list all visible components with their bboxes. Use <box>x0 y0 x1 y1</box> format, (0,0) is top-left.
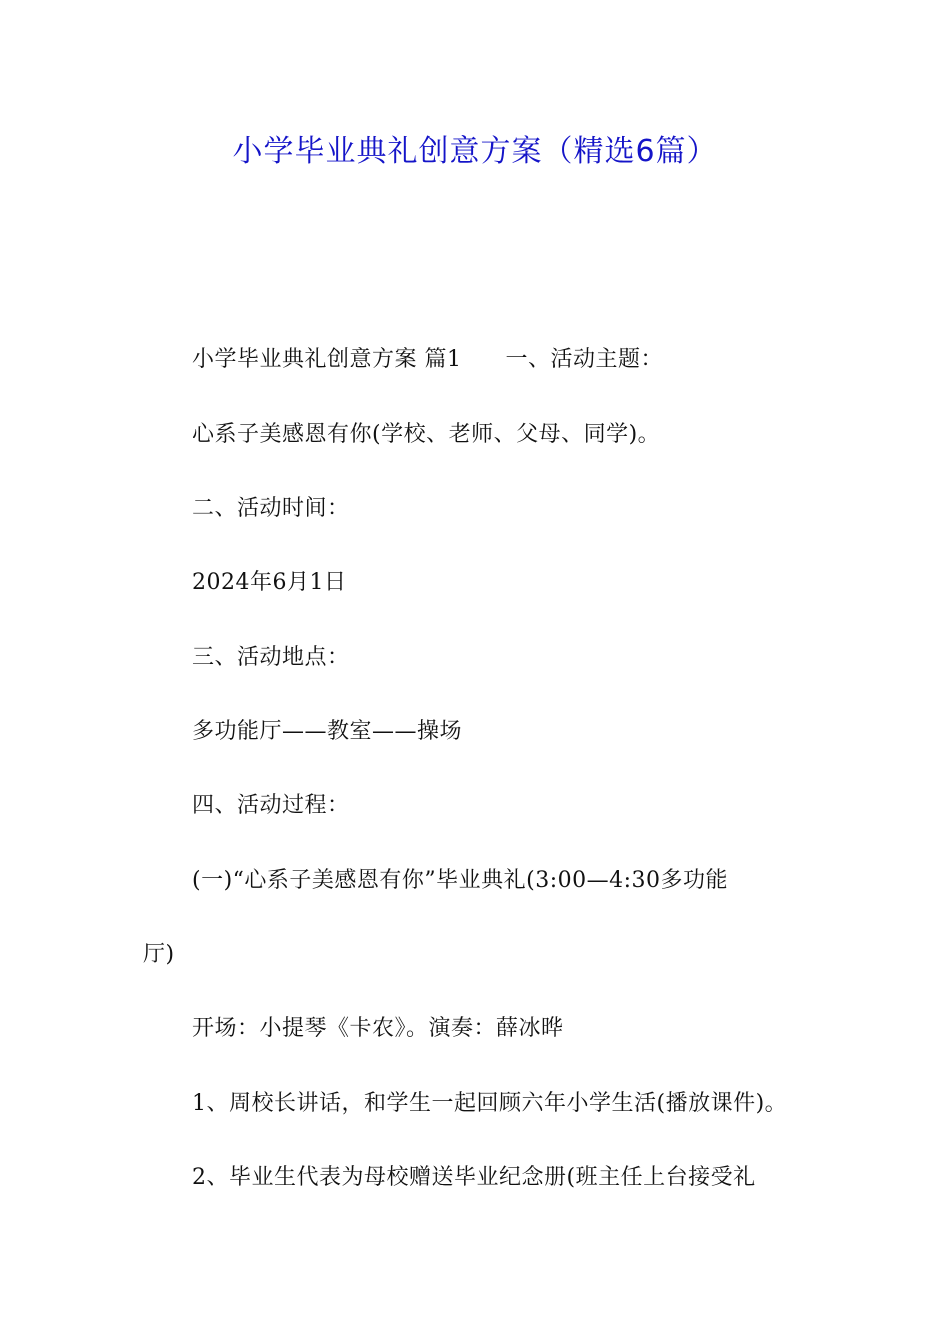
paragraph-line: 厅) <box>143 942 175 967</box>
paragraph-line: 心系子美感恩有你(学校、老师、父母、同学)。 <box>192 422 661 447</box>
section-heading: 三、活动地点： <box>192 645 350 670</box>
section-heading: 一、活动主题： <box>505 347 664 372</box>
section-heading-line <box>192 342 663 378</box>
paragraph-line: 1、周校长讲话，和学生一起回顾六年小学生活(播放课件)。 <box>192 1091 788 1116</box>
paragraph-line: 2、毕业生代表为母校赠送毕业纪念册(班主任上台接受礼 <box>192 1165 756 1190</box>
paragraph-line: 开场：小提琴《卡农》。演奏：薛冰晔 <box>192 1016 564 1041</box>
paragraph-line: (一)“心系子美感恩有你”毕业典礼(3:00—4:30多功能 <box>192 868 729 893</box>
section-heading: 四、活动过程： <box>192 793 350 818</box>
paragraph-line: 多功能厅——教室——操场 <box>192 719 463 744</box>
article-heading: 小学毕业典礼创意方案 篇1 <box>192 347 462 372</box>
paragraph-line: 2024年6月1日 <box>192 570 347 595</box>
document-title: 小学毕业典礼创意方案（精选6篇） <box>232 134 718 169</box>
section-heading: 二、活动时间： <box>192 496 350 521</box>
